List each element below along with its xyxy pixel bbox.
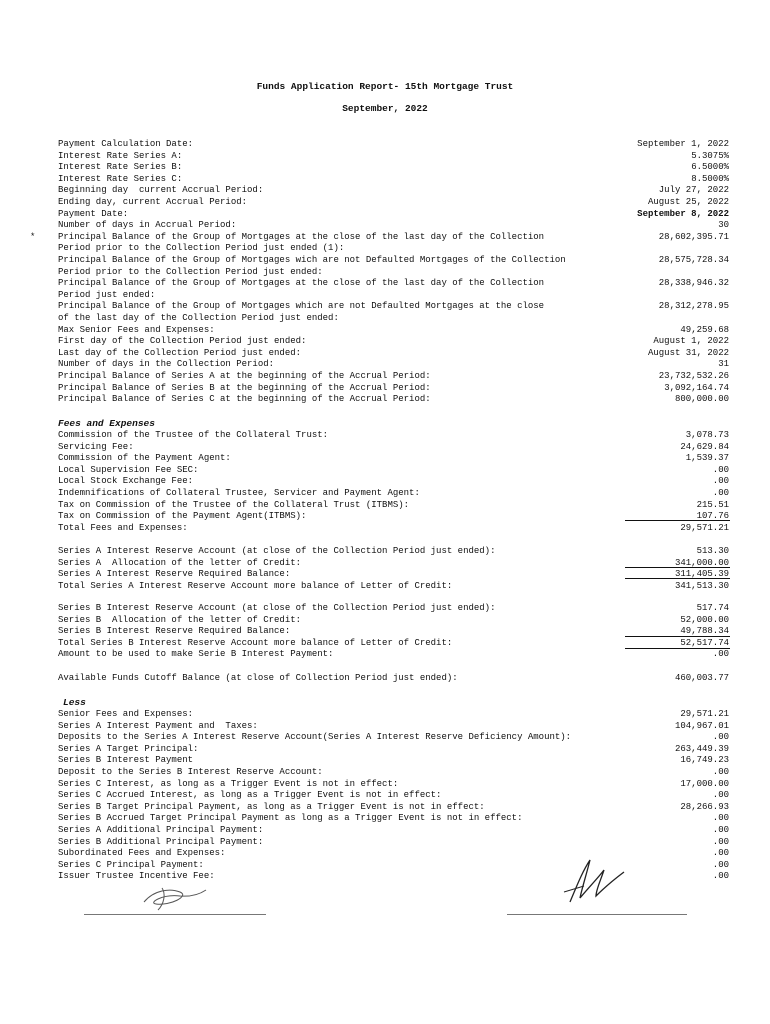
less-row [0, 732, 770, 744]
row-value: 341,513.30 [674, 580, 729, 591]
less-row [0, 721, 770, 733]
row-label-continuation: Period prior to the Collection Period just ended: [58, 266, 323, 277]
row-label: Subordinated Fees and Expenses: [58, 848, 226, 859]
row-value: September 8, 2022 [637, 208, 729, 219]
less-row [0, 767, 770, 779]
signature-left [140, 884, 210, 912]
row-label: Deposits to the Series A Interest Reserve Account(Series A Interest Reserve Deficiency Amount): [58, 732, 572, 743]
row-label: Principal Balance of the Group of Mortgages which are not Defaulted Mortgages at the close [58, 301, 545, 312]
row-value: 1,539.37 [685, 453, 729, 464]
row-value: 517.74 [696, 603, 729, 613]
row-value: .00 [712, 488, 729, 498]
row-label: Series B Accrued Target Principal Payment as long as a Trigger Event is not in effect: [58, 813, 523, 824]
row-label: Tax on Commission of the Payment Agent(ITBMS): [58, 511, 307, 522]
row-value: .00 [712, 790, 729, 801]
row-label: Available Funds Cutoff Balance (at close of Collection Period just ended): [58, 673, 458, 683]
row-value: 31 [718, 359, 729, 370]
general-row [0, 301, 770, 313]
signature-line-left [84, 914, 266, 915]
report-row-continuation [0, 243, 770, 255]
row-label: Principal Balance of the Group of Mortgages at the close of the last day of the Collection [58, 278, 545, 289]
row-label: Principal Balance of Series B at the beginning of the Accrual Period: [58, 382, 431, 393]
less-row [0, 779, 770, 791]
series-a-underline-1 [625, 567, 730, 568]
row-label: Payment Date: [58, 208, 129, 219]
row-value: 28,602,395.71 [658, 231, 729, 242]
row-value: 8.5000% [691, 173, 729, 184]
row-label: Local Supervision Fee SEC: [58, 464, 199, 475]
series-b-row [0, 615, 770, 627]
general-row [0, 232, 770, 244]
row-label: Series C Interest, as long as a Trigger Event is not in effect: [58, 778, 399, 789]
row-label-continuation: Period prior to the Collection Period just ended (1): [58, 243, 345, 254]
row-label: Servicing Fee: [58, 441, 134, 452]
report-title: Funds Application Report- 15th Mortgage Trust [256, 81, 514, 92]
row-value: 23,732,532.26 [658, 371, 729, 381]
row-label: Series B Interest Reserve Required Balance: [58, 626, 291, 637]
row-label: Commission of the Payment Agent: [58, 453, 231, 464]
general-row [0, 220, 770, 232]
row-label: Senior Fees and Expenses: [58, 709, 194, 719]
row-value: 28,266.93 [680, 801, 729, 812]
series-b-underline-1 [625, 636, 730, 637]
less-row [0, 837, 770, 849]
general-row [0, 383, 770, 395]
general-row [0, 278, 770, 290]
row-label: Local Stock Exchange Fee: [58, 476, 194, 487]
fee-row [0, 488, 770, 500]
signature-line-right [507, 914, 687, 915]
fees-total-underline [625, 520, 730, 521]
row-value: .00 [712, 732, 729, 743]
row-label: Interest Rate Series A: [58, 150, 183, 161]
row-label: Tax on Commission of the Trustee of the Collateral Trust (ITBMS): [58, 499, 410, 510]
fee-row [0, 511, 770, 523]
row-value: 800,000.00 [674, 394, 729, 405]
less-row [0, 790, 770, 802]
row-label: Series C Principal Payment: [58, 859, 204, 870]
row-label: Deposit to the Series B Interest Reserve Account: [58, 767, 323, 777]
fee-row [0, 430, 770, 442]
row-label: Interest Rate Series B: [58, 162, 183, 173]
series-b-underline-2 [625, 648, 730, 649]
row-value: 104,967.01 [674, 720, 729, 731]
fee-row [0, 523, 770, 535]
series-a-row [0, 546, 770, 558]
row-label: Number of days in the Collection Period: [58, 359, 275, 370]
row-value: 311,405.39 [674, 569, 729, 580]
row-value: .00 [712, 464, 729, 475]
row-value: .00 [712, 813, 729, 824]
series-a-row [0, 569, 770, 581]
general-row [0, 162, 770, 174]
row-label: Series A Interest Reserve Account (at close of the Collection Period just ended): [58, 546, 496, 556]
row-value: 29,571.21 [680, 709, 729, 719]
row-value: 28,575,728.34 [658, 255, 729, 265]
general-row [0, 371, 770, 383]
report-row-continuation [0, 290, 770, 302]
series-a-underline-2 [625, 578, 730, 579]
row-label: Series B Interest Payment [58, 755, 194, 766]
less-row [0, 860, 770, 872]
row-value: 263,449.39 [674, 743, 729, 754]
row-value: 513.30 [696, 546, 729, 556]
row-label: Principal Balance of Series A at the beginning of the Accrual Period: [58, 371, 431, 381]
row-value: 52,517.74 [680, 637, 729, 648]
row-label: Payment Calculation Date: [58, 139, 194, 149]
general-row [0, 139, 770, 151]
fee-row [0, 442, 770, 454]
row-label: Max Senior Fees and Expenses: [58, 324, 215, 335]
row-label-continuation: of the last day of the Collection Period just ended: [58, 313, 339, 323]
fee-row [0, 465, 770, 477]
fees-heading: Fees and Expenses [58, 418, 155, 429]
general-row [0, 209, 770, 221]
row-value: .00 [712, 836, 729, 847]
available-funds-row [0, 673, 770, 685]
general-row [0, 151, 770, 163]
general-row [0, 185, 770, 197]
report-period: September, 2022 [342, 103, 428, 114]
row-value: .00 [712, 825, 729, 835]
less-row [0, 871, 770, 883]
footnote-marker: * [30, 231, 36, 242]
row-label: Principal Balance of the Group of Mortgages wich are not Defaulted Mortgages of the Collection [58, 255, 566, 265]
row-label-continuation: Period just ended: [58, 289, 156, 300]
row-value: 3,078.73 [685, 430, 729, 440]
row-value: .00 [712, 859, 729, 870]
row-value: .00 [712, 871, 729, 882]
row-label: Series A Allocation of the letter of Credit: [58, 557, 302, 568]
row-value: 52,000.00 [680, 614, 729, 625]
series-b-row [0, 603, 770, 615]
row-label: Series B Target Principal Payment, as long as a Trigger Event is not in effect: [58, 801, 485, 812]
less-row [0, 848, 770, 860]
row-label: Issuer Trustee Incentive Fee: [58, 871, 215, 882]
row-value: .00 [712, 767, 729, 777]
fee-row [0, 500, 770, 512]
general-row [0, 336, 770, 348]
row-value: 16,749.23 [680, 755, 729, 766]
row-value: 30 [718, 220, 729, 231]
row-value: 24,629.84 [680, 441, 729, 452]
row-label: Series B Additional Principal Payment: [58, 836, 264, 847]
row-value: 460,003.77 [674, 673, 729, 683]
row-label: Amount to be used to make Serie B Interest Payment: [58, 649, 334, 660]
less-row [0, 802, 770, 814]
general-row [0, 348, 770, 360]
row-value: .00 [712, 476, 729, 487]
row-label: Series A Target Principal: [58, 743, 199, 754]
row-label: Principal Balance of the Group of Mortgages at the close of the last day of the Collection [58, 231, 545, 242]
fee-row [0, 453, 770, 465]
row-label: Total Fees and Expenses: [58, 522, 188, 533]
row-label: Total Series B Interest Reserve Account more balance of Letter of Credit: [58, 637, 453, 648]
row-value: August 25, 2022 [647, 197, 729, 207]
general-row [0, 394, 770, 406]
general-row [0, 325, 770, 337]
general-row [0, 359, 770, 371]
row-value: 3,092,164.74 [664, 382, 729, 393]
row-value: August 31, 2022 [647, 347, 729, 358]
report-row-continuation [0, 313, 770, 325]
row-value: 29,571.21 [680, 522, 729, 533]
less-row [0, 825, 770, 837]
row-value: 28,338,946.32 [658, 278, 729, 289]
less-row [0, 744, 770, 756]
row-value: 28,312,278.95 [658, 301, 729, 312]
series-b-row [0, 649, 770, 661]
row-value: July 27, 2022 [658, 185, 729, 196]
row-label: Principal Balance of Series C at the beginning of the Accrual Period: [58, 394, 431, 405]
row-label: Number of days in Accrual Period: [58, 220, 237, 231]
row-value: 17,000.00 [680, 778, 729, 789]
row-label: Total Series A Interest Reserve Account more balance of Letter of Credit: [58, 580, 453, 591]
fee-row [0, 476, 770, 488]
row-value: 107.76 [696, 511, 729, 522]
row-label: Series A Additional Principal Payment: [58, 825, 264, 835]
row-label: Series C Accrued Interest, as long as a Trigger Event is not in effect: [58, 790, 442, 801]
row-value: .00 [712, 649, 729, 660]
row-label: Last day of the Collection Period just ended: [58, 347, 302, 358]
signature-right [560, 852, 632, 908]
less-heading: Less [63, 697, 86, 708]
row-label: Series A Interest Reserve Required Balance: [58, 569, 291, 580]
row-label: Series B Allocation of the letter of Credit: [58, 614, 302, 625]
row-value: 215.51 [696, 499, 729, 510]
row-label: Indemnifications of Collateral Trustee, Servicer and Payment Agent: [58, 488, 420, 498]
report-row-continuation [0, 267, 770, 279]
row-value: .00 [712, 848, 729, 859]
row-value: 49,788.34 [680, 626, 729, 637]
row-value: 341,000.00 [674, 557, 729, 568]
less-row [0, 709, 770, 721]
general-row [0, 197, 770, 209]
row-label: Beginning day current Accrual Period: [58, 185, 264, 196]
row-label: First day of the Collection Period just ended: [58, 336, 307, 347]
row-label: Series A Interest Payment and Taxes: [58, 720, 258, 731]
row-label: Ending day, current Accrual Period: [58, 197, 248, 207]
row-label: Interest Rate Series C: [58, 173, 183, 184]
less-row [0, 813, 770, 825]
series-a-row [0, 581, 770, 593]
general-row [0, 255, 770, 267]
less-row [0, 755, 770, 767]
row-value: September 1, 2022 [637, 139, 729, 149]
row-value: 6.5000% [691, 162, 729, 173]
row-value: August 1, 2022 [653, 336, 729, 347]
row-label: Series B Interest Reserve Account (at close of the Collection Period just ended): [58, 603, 496, 613]
row-value: 5.3075% [691, 150, 729, 161]
row-label: Commission of the Trustee of the Collateral Trust: [58, 430, 329, 440]
general-row [0, 174, 770, 186]
row-value: 49,259.68 [680, 324, 729, 335]
